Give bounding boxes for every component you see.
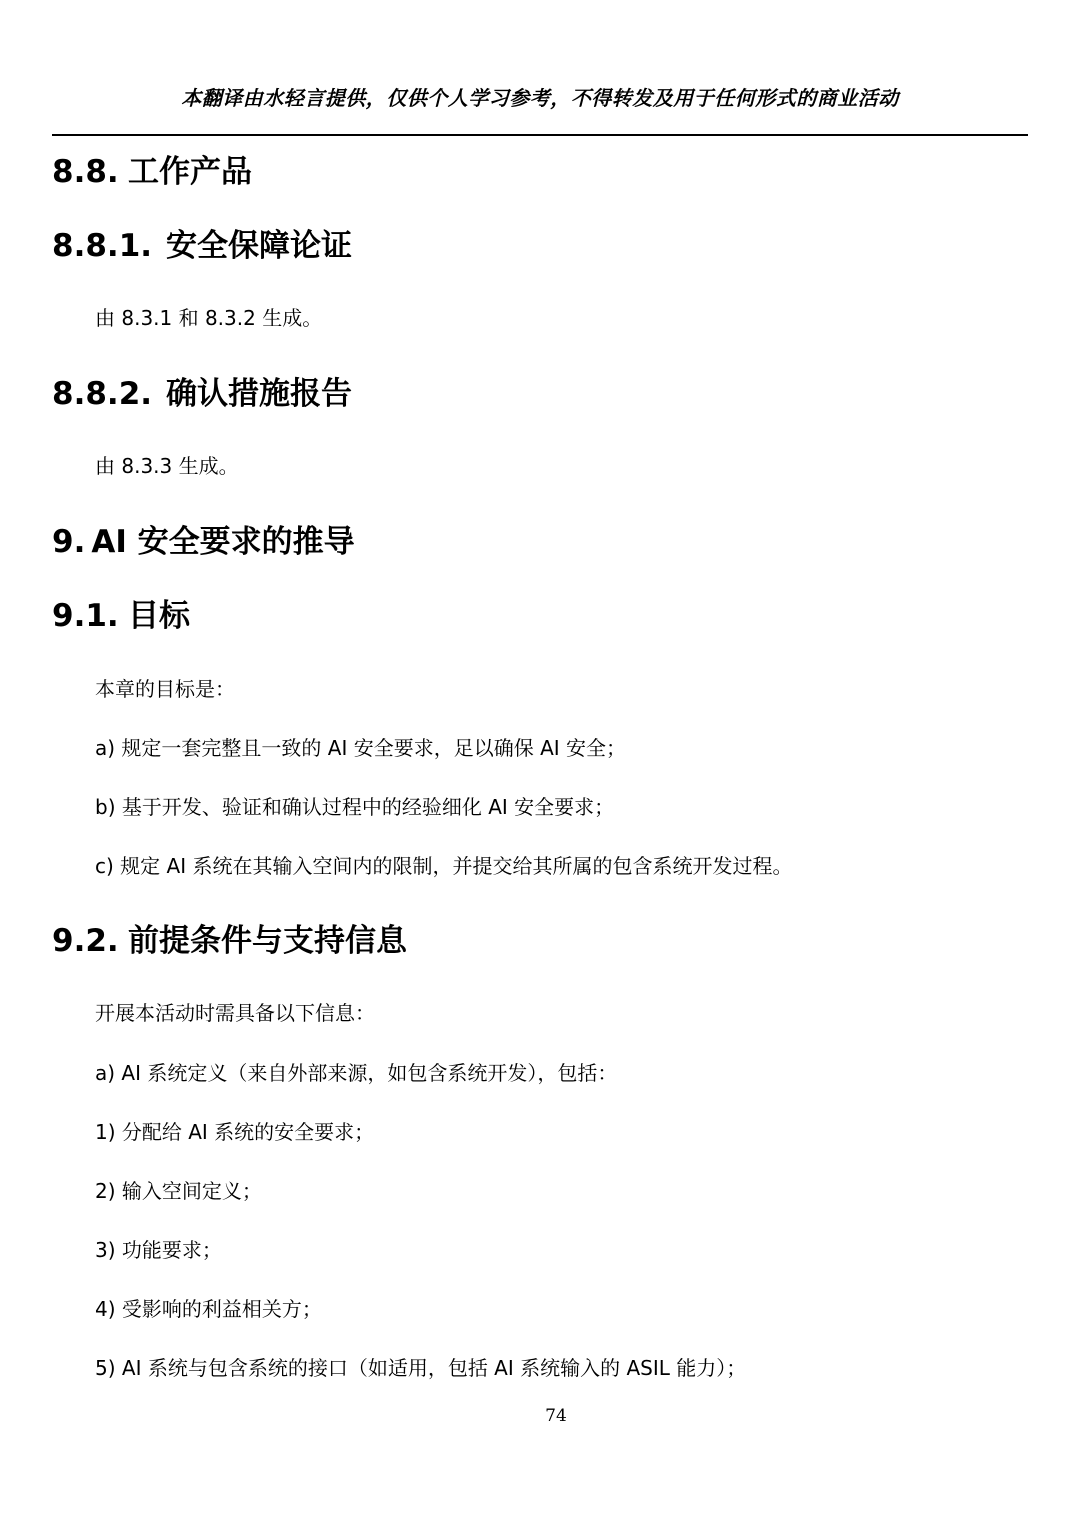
list-item: 4) 受影响的利益相关方； [95,1297,322,1321]
heading-9-2 [52,915,407,960]
list-item: b) 基于开发、验证和确认过程中的经验细化 AI 安全要求； [95,795,615,819]
heading-title: 安全保障论证 [166,228,352,264]
page-header: 本翻译由水轻言提供，仅供个人学习参考，不得转发及用于任何形式的商业活动 [181,86,899,110]
list-item: 5) AI 系统与包含系统的接口（如适用，包括 AI 系统输入的 ASIL 能力）； [95,1356,747,1380]
paragraph-8-8-1: 由 8.3.1 和 8.3.2 生成。 [95,306,323,330]
list-item: a) 规定一套完整且一致的 AI 安全要求，足以确保 AI 安全； [95,736,627,760]
paragraph-9-1-intro: 本章的目标是： [95,677,235,701]
list-item: 3) 功能要求； [95,1238,222,1262]
heading-8-8 [52,146,252,191]
paragraph-8-8-2: 由 8.3.3 生成。 [95,454,239,478]
list-item: 2) 输入空间定义； [95,1179,262,1203]
page-number: 74 [545,1406,567,1426]
list-item: a) AI 系统定义（来自外部来源，如包含系统开发），包括： [95,1061,618,1085]
heading-title: 确认措施报告 [166,376,352,412]
list-item: 1) 分配给 AI 系统的安全要求； [95,1120,375,1144]
heading-title: 目标 [128,598,190,634]
heading-number: 8.8.1. [52,228,153,264]
heading-8-8-2 [52,368,352,413]
heading-title: 前提条件与支持信息 [128,923,407,959]
heading-number: 8.8.2. [52,376,153,412]
heading-number: 9.1. [52,598,119,634]
heading-number: 8.8. [52,154,119,190]
heading-9 [52,516,355,561]
heading-8-8-1 [52,220,352,265]
paragraph-9-2-intro: 开展本活动时需具备以下信息： [95,1001,375,1025]
heading-9-1 [52,590,190,635]
list-item: c) 规定 AI 系统在其输入空间内的限制，并提交给其所属的包含系统开发过程。 [95,854,793,878]
heading-number: 9.2. [52,923,119,959]
heading-title: 工作产品 [128,154,252,190]
header-divider [52,134,1028,136]
heading-title: AI 安全要求的推导 [91,524,355,560]
heading-number: 9. [52,524,86,560]
